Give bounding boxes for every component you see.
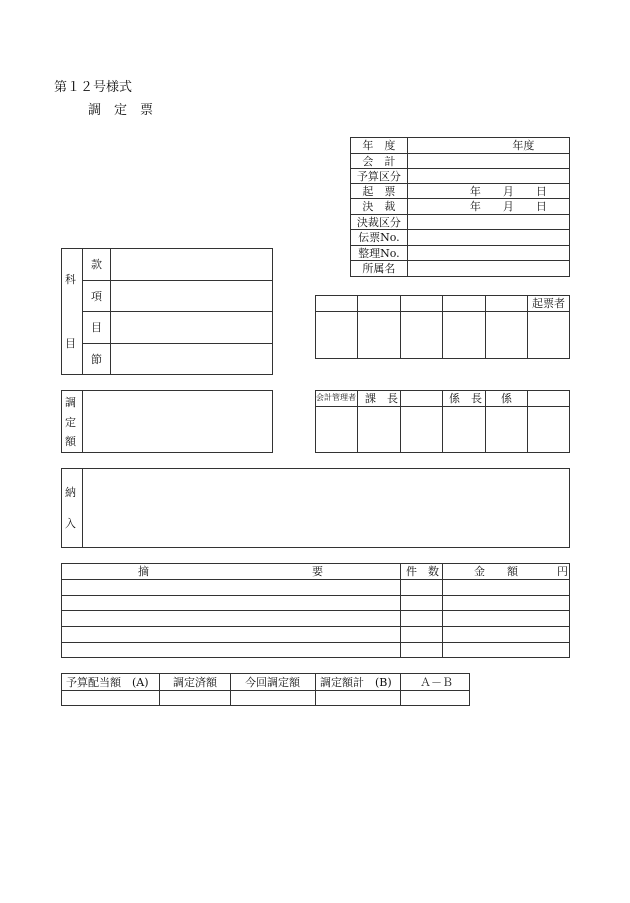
info-label: 予算区分 [351,169,408,184]
chotei-gaku-char: 定 [65,416,76,429]
info-label: 起 票 [351,184,408,199]
info-value[interactable] [407,261,569,277]
info-label: 年 度 [351,138,408,154]
summary-header-yen: 円 [557,565,568,578]
kamoku-row-label: 目 [91,321,102,334]
approval-label: 課 長 [365,392,398,405]
info-value: 年度 [407,138,569,154]
info-label: 決裁区分 [351,215,408,230]
budget-header: 調定済額 [173,676,217,689]
form-title: 調 定 票 [88,103,154,118]
kamoku-row-label: 款 [91,258,102,271]
approval-label: 係 [501,392,512,405]
info-value[interactable] [407,230,569,246]
info-label: 会 計 [351,154,408,169]
info-label: 決 裁 [351,199,408,215]
chotei-gaku-char: 調 [65,396,76,409]
budget-header: Ａ－Ｂ [420,676,453,689]
summary-header-kingaku-1: 金 [474,565,485,578]
chotei-gaku-char: 額 [65,435,76,448]
nounyu-box [61,468,570,548]
approval-label: 係 長 [449,392,482,405]
info-value[interactable]: 年 月 日 [407,184,569,199]
info-value[interactable]: 年 月 日 [407,199,569,215]
chotei-gaku-box [61,390,273,453]
info-value[interactable] [407,154,569,169]
nounyu-char: 入 [65,517,76,530]
kamoku-row-label: 項 [91,290,102,303]
form-number: 第１２号様式 [54,80,133,95]
kamoku-side-top: 科 [65,273,76,286]
info-label: 所属名 [351,261,408,277]
info-value[interactable] [407,215,569,230]
nounyu-char: 納 [65,486,76,499]
budget-header: 調定額計 (B) [320,676,392,689]
kamoku-row-label: 節 [91,353,102,366]
summary-header-kensu: 件 数 [406,565,439,578]
info-label: 伝票No. [351,230,408,246]
budget-header: 今回調定額 [245,676,300,689]
info-label: 整理No. [351,246,408,261]
kamoku-side-bottom: 目 [65,337,76,350]
info-value[interactable] [407,246,569,261]
summary-header-kingaku-2: 額 [507,565,518,578]
approval-label: 会計管理者 [316,393,356,402]
kihyo-label: 起票者 [532,297,565,310]
info-table [350,137,570,277]
summary-header-tekiyo-2: 要 [312,565,323,578]
info-value[interactable] [407,169,569,184]
budget-header: 予算配当額 (A) [66,676,149,689]
summary-header-tekiyo-1: 摘 [138,565,149,578]
